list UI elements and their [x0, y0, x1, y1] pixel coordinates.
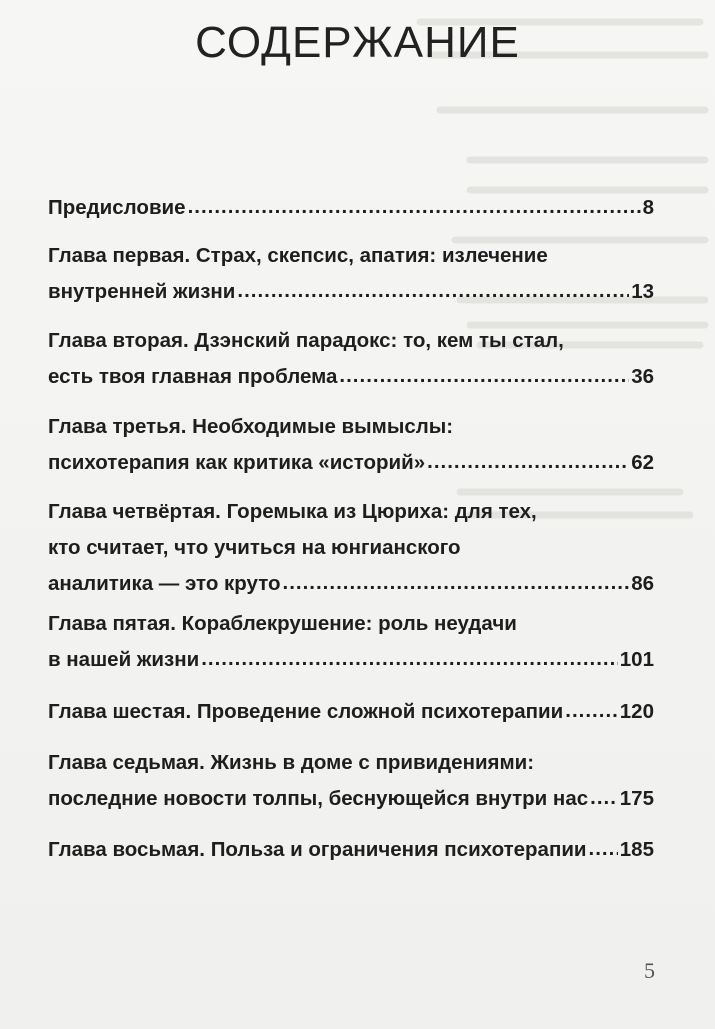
toc-entry-title: Глава вторая. Дзэнский парадокс: то, кем ты стал, — [48, 329, 564, 352]
toc-page-number: 36 — [631, 365, 654, 388]
toc-line — [48, 409, 654, 445]
toc-entry-chapter-5[interactable] — [48, 606, 654, 678]
dot-leader — [237, 273, 629, 309]
toc-line — [48, 566, 654, 602]
dot-leader — [565, 693, 618, 729]
toc-line — [48, 781, 654, 817]
toc-entry-title: Глава восьмая. Польза и ограничения психотерапии — [48, 838, 587, 861]
toc-entry-title: аналитика — это круто — [48, 572, 281, 595]
toc-entry-title: в нашей жизни — [48, 648, 200, 671]
dot-leader — [339, 358, 629, 394]
toc-entry-title: Глава шестая. Проведение сложной психотерапии — [48, 700, 564, 723]
dot-leader — [589, 831, 618, 867]
dot-leader — [201, 641, 618, 677]
toc-entry-title: Глава пятая. Кораблекрушение: роль неудачи — [48, 612, 517, 635]
toc-line — [48, 359, 654, 395]
toc-line — [48, 494, 654, 530]
toc-page-number: 185 — [619, 838, 654, 861]
toc-entry-title: Глава первая. Страх, скепсис, апатия: излечение — [48, 244, 548, 267]
toc-entry-title: последние новости толпы, беснующейся внутри нас — [48, 787, 589, 810]
toc-entry-title: Глава четвёртая. Горемыка из Цюриха: для тех, — [48, 500, 537, 523]
toc-line — [48, 445, 654, 481]
toc-entry-title: кто считает, что учиться на юнгианского — [48, 536, 461, 559]
toc-line — [48, 190, 654, 226]
toc-line — [48, 832, 654, 868]
toc-entry-chapter-7[interactable] — [48, 745, 654, 817]
toc-entry-title: Глава седьмая. Жизнь в доме с привидениями: — [48, 751, 535, 774]
toc-page-number: 86 — [631, 572, 654, 595]
toc-line — [48, 745, 654, 781]
toc-entry-title: есть твоя главная проблема — [48, 365, 338, 388]
page-title: СОДЕРЖАНИЕ — [195, 18, 520, 67]
toc-entry-chapter-3[interactable] — [48, 409, 654, 481]
toc-line — [48, 694, 654, 730]
toc-entry-title: Предисловие — [48, 196, 186, 219]
page-number-folio: 5 — [644, 958, 655, 983]
toc-page-number: 101 — [619, 648, 654, 671]
toc-page-number: 175 — [619, 787, 654, 810]
toc-line — [48, 238, 654, 274]
toc-entry-title: внутренней жизни — [48, 280, 236, 303]
toc-line — [48, 274, 654, 310]
toc-page-number: 13 — [631, 280, 654, 303]
dot-leader — [590, 780, 618, 816]
dot-leader — [427, 444, 629, 480]
toc-entry-chapter-6[interactable] — [48, 694, 654, 730]
dot-leader — [283, 565, 630, 601]
toc-line — [48, 642, 654, 678]
toc-entry-chapter-8[interactable] — [48, 832, 654, 868]
toc-entry-title: Глава третья. Необходимые вымыслы: — [48, 415, 454, 438]
toc-line — [48, 323, 654, 359]
dot-leader — [188, 189, 641, 225]
toc-entry-chapter-2[interactable] — [48, 323, 654, 395]
toc-page-number: 8 — [642, 196, 654, 219]
toc-line — [48, 606, 654, 642]
toc-entry-title: психотерапия как критика «историй» — [48, 451, 426, 474]
toc-page-number: 120 — [619, 700, 654, 723]
toc-entry-chapter-4[interactable] — [48, 494, 654, 602]
toc-line — [48, 530, 654, 566]
toc-entry-preface[interactable] — [48, 190, 654, 226]
toc-entry-chapter-1[interactable] — [48, 238, 654, 310]
toc-page-number: 62 — [631, 451, 654, 474]
